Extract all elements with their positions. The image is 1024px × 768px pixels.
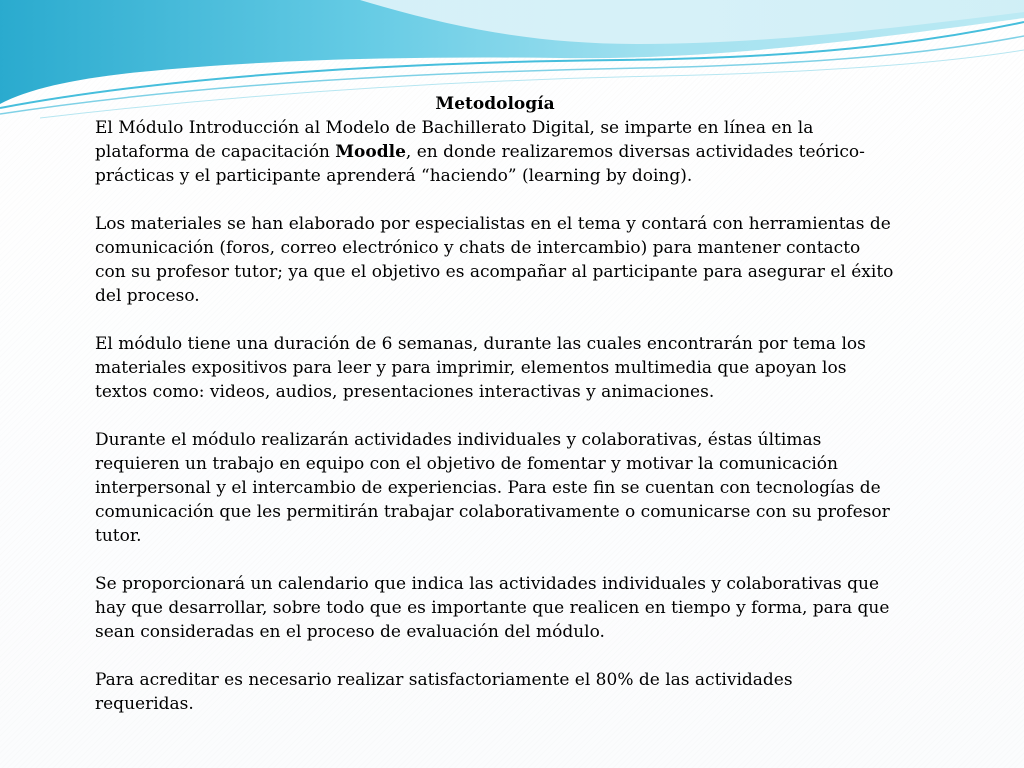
paragraph-intro-text-end: , en donde realizaremos diversas actividades teórico-prácticas y el participante aprenderá “haciendo” (learning by doing). bbox=[95, 142, 865, 186]
paragraph-intro-text-start: El Módulo Introducción al Modelo de Bachillerato Digital, se imparte en línea en la plataforma de capacitación bbox=[95, 118, 814, 162]
paragraph-calendar: Se proporcionará un calendario que indica las actividades individuales y colaborativas que hay que desarrollar, sobre todo que es importante que realicen en tiempo y forma, para que sean consideradas en el proceso de evaluación del módulo. bbox=[95, 574, 890, 642]
paragraph-materials: Los materiales se han elaborado por especialistas en el tema y contará con herramientas de comunicación (foros, correo electrónico y chats de intercambio) para mantener contacto con su profesor tutor; ya que el objetivo es acompañar al participante para asegurar el éxito del proceso. bbox=[95, 214, 894, 306]
paragraph-activities: Durante el módulo realizarán actividades individuales y colaborativas, éstas últimas requieren un trabajo en equipo con el objetivo de fomentar y motivar la comunicación interpersonal y el intercambio de experiencias. Para este fin se cuentan con tecnologías de comunicación que les permitirán trabajar colaborativamente o comunicarse con su profesor tutor. bbox=[95, 430, 890, 546]
methodology-section bbox=[95, 92, 895, 716]
paragraph-accreditation: Para acreditar es necesario realizar satisfactoriamente el 80% de las actividades requeridas. bbox=[95, 670, 793, 714]
paragraph-intro bbox=[95, 116, 895, 188]
moodle-emphasis: Moodle bbox=[335, 142, 406, 162]
paragraph-duration: El módulo tiene una duración de 6 semanas, durante las cuales encontrarán por tema los materiales expositivos para leer y para imprimir, elementos multimedia que apoyan los textos como: videos, audios, presentaciones interactivas y animaciones. bbox=[95, 334, 866, 402]
section-title: Metodología bbox=[435, 94, 555, 114]
